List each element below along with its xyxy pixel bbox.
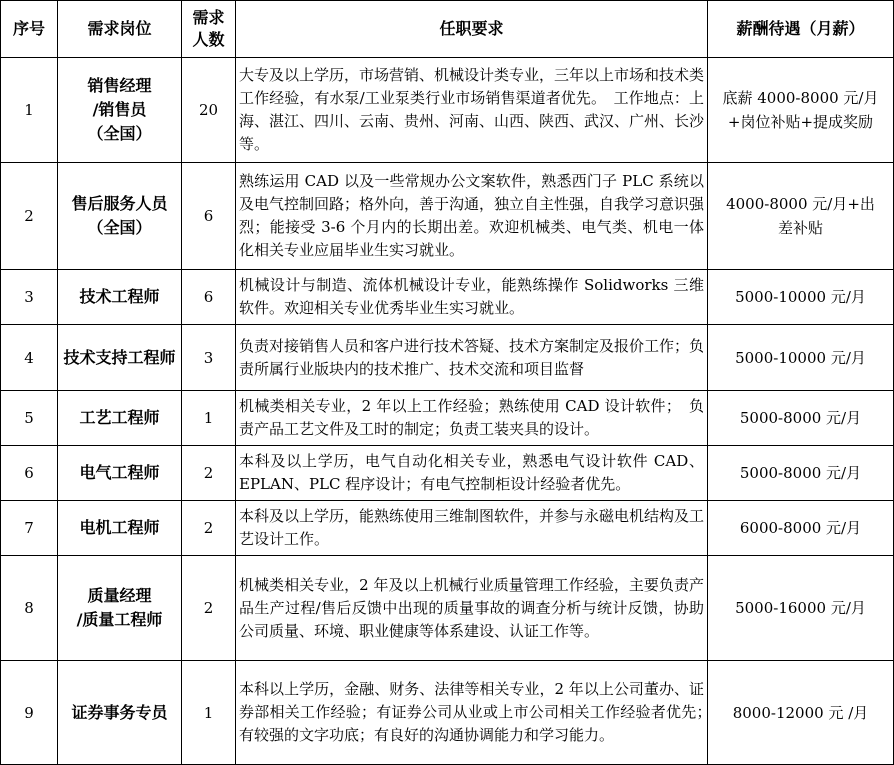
row-requirements: 机械设计与制造、流体机械设计专业，能熟练操作 Solidworks 三维软件。欢迎相关专业优秀毕业生实习就业。 <box>236 270 708 325</box>
table-row <box>1 446 894 501</box>
salary-line: 5000-10000 元/月 <box>735 288 866 306</box>
row-index: 2 <box>1 163 58 270</box>
salary-line: 8000-12000 元 /月 <box>732 703 869 722</box>
row-position <box>58 556 182 661</box>
row-salary <box>708 556 894 661</box>
row-count: 6 <box>182 163 236 270</box>
row-salary <box>708 391 894 446</box>
header-index: 序号 <box>1 1 58 58</box>
row-requirements: 本科及以上学历，电气自动化相关专业，熟悉电气设计软件 CAD、EPLAN、PLC 程序设计；有电气控制柜设计经验者优先。 <box>236 446 708 501</box>
position-line: 技术支持工程师 <box>63 347 176 367</box>
row-requirements: 大专及以上学历，市场营销、机械设计类专业，三年以上市场和技术类工作经验，有水泵/工业泵类行业市场销售渠道者优先。 工作地点：上海、湛江、四川、云南、贵州、河南、山西、陕西、武汉、广州、长沙等。 <box>236 58 708 163</box>
row-position <box>58 325 182 391</box>
salary-line: 5000-10000 元/月 <box>735 348 866 367</box>
table-row <box>1 163 894 270</box>
row-requirements: 机械类相关专业，2 年以上工作经验；熟练使用 CAD 设计软件； 负责产品工艺文件及工时的制定；负责工装夹具的设计。 <box>236 391 708 446</box>
row-index: 5 <box>1 391 58 446</box>
table-row <box>1 501 894 556</box>
row-salary <box>708 163 894 270</box>
header-requirements: 任职要求 <box>236 1 708 58</box>
position-line: 证券事务专员 <box>71 702 168 722</box>
position-line: 技术工程师 <box>79 287 160 306</box>
position-line: /销售员 <box>92 100 147 119</box>
row-position <box>58 270 182 325</box>
position-line: 电气工程师 <box>79 463 160 482</box>
salary-line: 底薪 4000-8000 元/月 <box>722 89 879 107</box>
row-count: 2 <box>182 556 236 661</box>
row-position <box>58 501 182 556</box>
row-position <box>58 391 182 446</box>
salary-line: 差补贴 <box>777 219 823 237</box>
position-line: 质量经理 <box>87 586 152 605</box>
row-index: 4 <box>1 325 58 391</box>
row-position <box>58 163 182 270</box>
position-line: （全国） <box>87 124 152 143</box>
row-requirements: 本科及以上学历，能熟练使用三维制图软件，并参与永磁电机结构及工艺设计工作。 <box>236 501 708 556</box>
table-row <box>1 391 894 446</box>
row-index: 3 <box>1 270 58 325</box>
row-position <box>58 661 182 765</box>
row-salary <box>708 270 894 325</box>
header-row <box>1 1 894 58</box>
table-row <box>1 556 894 661</box>
row-requirements: 负责对接销售人员和客户进行技术答疑、技术方案制定及报价工作；负责所属行业版块内的技术推广、技术交流和项目监督 <box>236 325 708 391</box>
salary-line: 6000-8000 元/月 <box>739 519 862 537</box>
row-index: 6 <box>1 446 58 501</box>
row-salary <box>708 58 894 163</box>
row-salary <box>708 661 894 765</box>
row-index: 8 <box>1 556 58 661</box>
header-count <box>182 1 236 58</box>
salary-line: 5000-8000 元/月 <box>739 409 862 427</box>
row-salary <box>708 325 894 391</box>
table-row <box>1 325 894 391</box>
row-count: 2 <box>182 501 236 556</box>
row-count: 3 <box>182 325 236 391</box>
row-index: 1 <box>1 58 58 163</box>
salary-line: 5000-16000 元/月 <box>735 599 866 617</box>
row-position <box>58 446 182 501</box>
row-index: 7 <box>1 501 58 556</box>
header-position: 需求岗位 <box>58 1 182 58</box>
position-line: （全国） <box>87 218 152 237</box>
table-row <box>1 58 894 163</box>
header-count-line1: 需求 <box>192 8 225 27</box>
header-salary: 薪酬待遇（月薪） <box>708 1 894 58</box>
position-line: 工艺工程师 <box>79 408 160 427</box>
position-line: 售后服务人员 <box>71 194 168 213</box>
row-count: 6 <box>182 270 236 325</box>
row-count: 1 <box>182 661 236 765</box>
salary-line: +岗位补贴+提成奖励 <box>727 113 874 131</box>
row-salary <box>708 446 894 501</box>
salary-line: 5000-8000 元/月 <box>739 464 862 482</box>
header-count-line2: 人数 <box>192 30 225 49</box>
row-salary <box>708 501 894 556</box>
row-count: 1 <box>182 391 236 446</box>
row-requirements: 机械类相关专业，2 年及以上机械行业质量管理工作经验，主要负责产品生产过程/售后反馈中出现的质量事故的调查分析与统计反馈，协助公司质量、环境、职业健康等体系建设、认证工作等。 <box>236 556 708 661</box>
table-row <box>1 661 894 765</box>
salary-line: 4000-8000 元/月+出 <box>726 195 875 213</box>
position-line: /质量工程师 <box>76 610 163 629</box>
row-index: 9 <box>1 661 58 765</box>
row-requirements: 本科以上学历，金融、财务、法律等相关专业，2 年以上公司董办、证券部相关工作经验；有证券公司从业或上市公司相关工作经验者优先； 有较强的文字功底；有良好的沟通协调能力和学习能力。 <box>236 661 708 765</box>
row-requirements: 熟练运用 CAD 以及一些常规办公文案软件，熟悉西门子 PLC 系统以及电气控制回路；格外向，善于沟通，独立自主性强，自我学习意识强烈；能接受 3-6 个月内的长期出差。欢迎机械类、电气类、机电一体化相关专业应届毕业生实习就业。 <box>236 163 708 270</box>
row-position <box>58 58 182 163</box>
position-line: 电机工程师 <box>79 518 160 537</box>
row-count: 2 <box>182 446 236 501</box>
table-row <box>1 270 894 325</box>
row-count: 20 <box>182 58 236 163</box>
position-line: 销售经理 <box>87 76 152 95</box>
